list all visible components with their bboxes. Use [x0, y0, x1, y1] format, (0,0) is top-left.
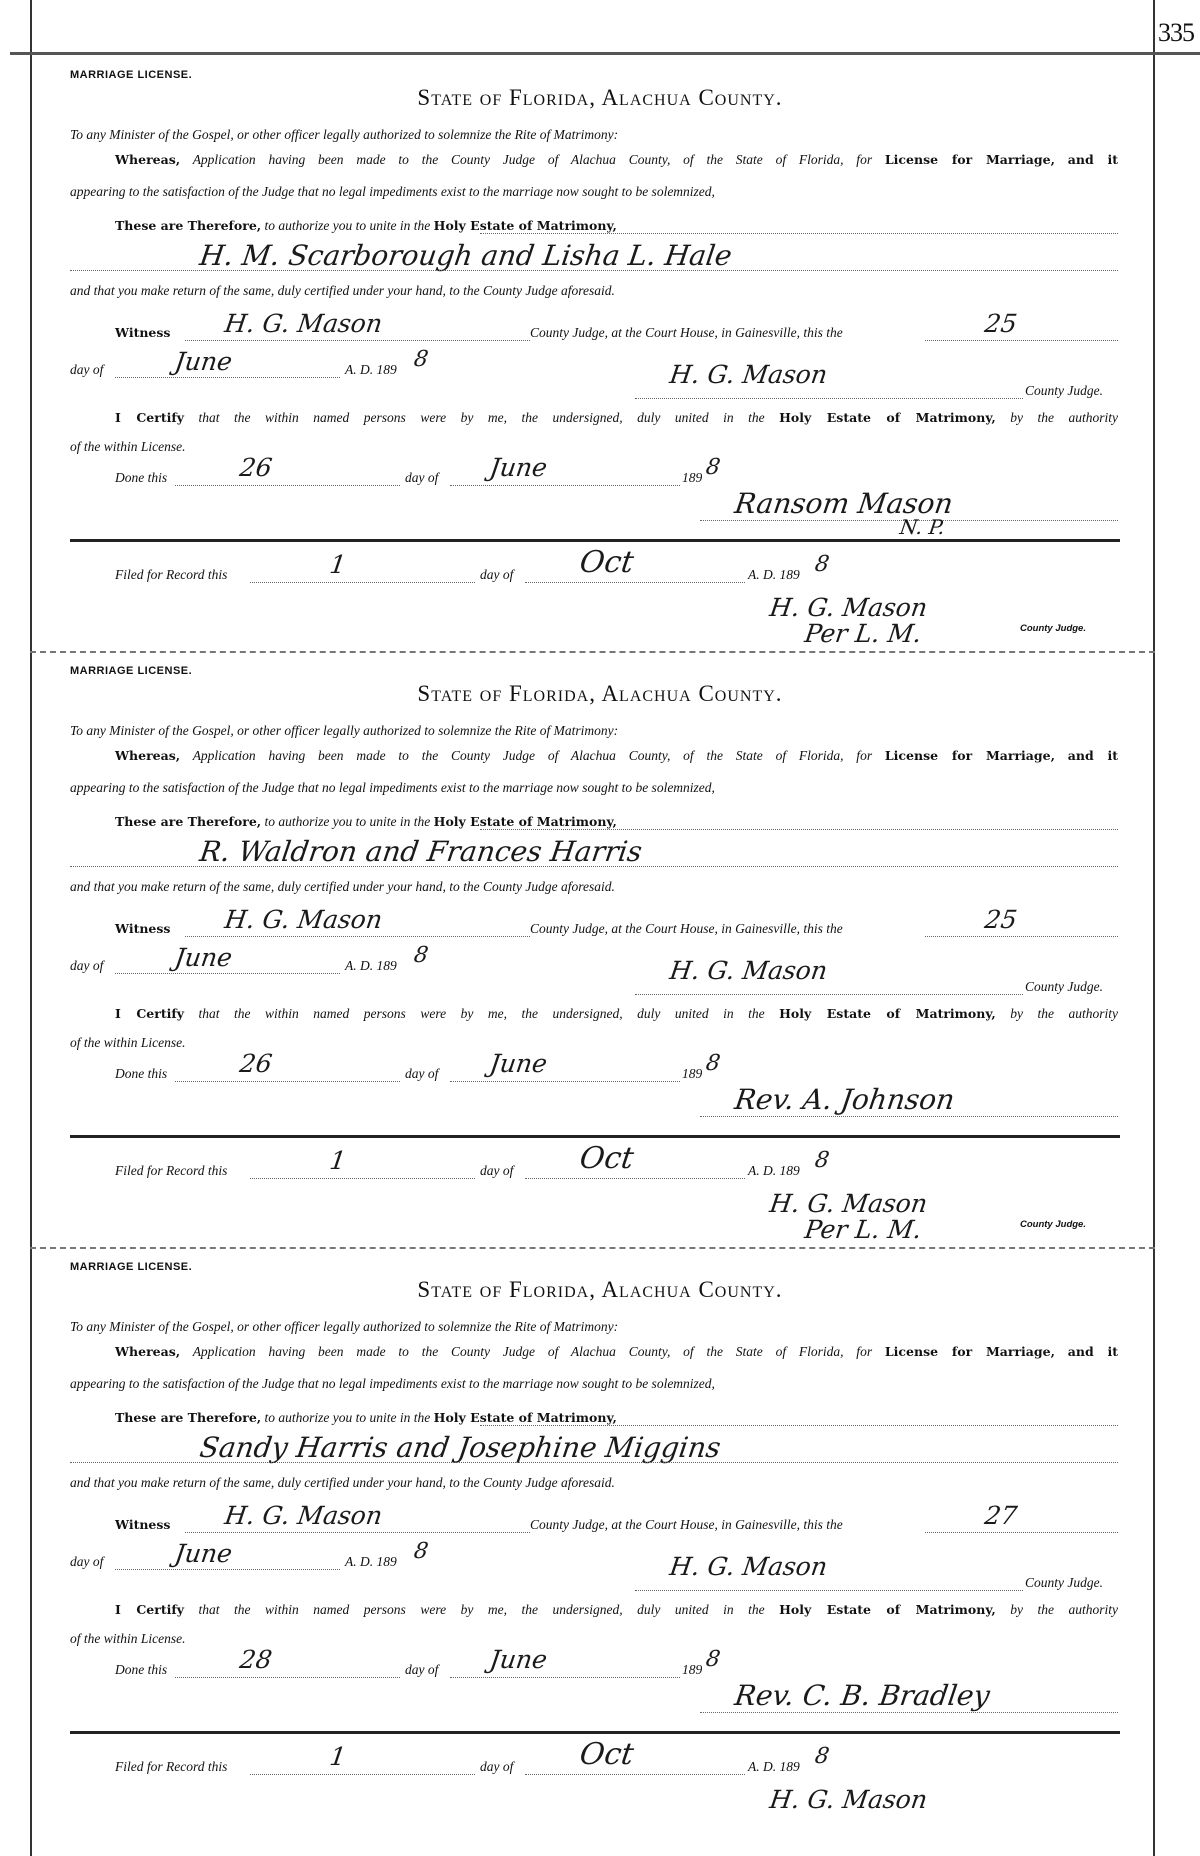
- holy-estate: Holy Estate of Matrimony,: [779, 1602, 996, 1617]
- these-lead: These are Therefore,: [115, 218, 262, 233]
- certify-text: that the within named persons were by me, the undersigned, duly united in the: [198, 1602, 765, 1617]
- within-license-line: of the within License.: [70, 1631, 186, 1646]
- county-judge-label: County Judge.: [1025, 383, 1103, 398]
- issue-day: 25: [982, 309, 1019, 338]
- holy-estate: Holy Estate of Matrimony,: [433, 814, 617, 829]
- certify-text: that the within named persons were by me, the undersigned, duly united in the: [198, 410, 765, 425]
- section-separator: [30, 1247, 1155, 1249]
- filed-day-of-label: day of: [480, 567, 514, 582]
- issue-month: June: [172, 347, 235, 376]
- officiant-signature: Rev. C. B. Bradley: [732, 1679, 992, 1712]
- court-text: County Judge, at the Court House, in Gainesville, this the: [530, 1517, 843, 1532]
- certify-line: [70, 410, 1118, 426]
- marriage-license-record: [0, 55, 1200, 651]
- done-year-prefix: 189: [682, 470, 703, 485]
- couple-names: R. Waldron and Frances Harris: [197, 835, 645, 868]
- issue-year-digit: 8: [412, 943, 430, 968]
- these-lead: These are Therefore,: [115, 1410, 262, 1425]
- day-of-label: day of: [70, 362, 104, 377]
- done-month: June: [487, 453, 550, 482]
- clerk-signature: H. G. Mason: [767, 593, 930, 622]
- court-text: County Judge, at the Court House, in Gainesville, this the: [530, 921, 843, 936]
- filed-year-digit: 8: [813, 1148, 831, 1173]
- filed-ad-label: A. D. 189: [748, 1163, 800, 1178]
- whereas-text: Application having been made to the County Judge of Alachua County, of the State of Florida, for: [192, 1344, 873, 1359]
- witness-label: Witness: [115, 325, 171, 340]
- marriage-license-record: [0, 1247, 1200, 1843]
- filed-day: 1: [327, 1146, 348, 1175]
- done-year-prefix: 189: [682, 1066, 703, 1081]
- within-license-line: of the within License.: [70, 1035, 186, 1050]
- done-day: 28: [237, 1645, 274, 1674]
- judge-signature: H. G. Mason: [667, 360, 830, 389]
- within-license-line: of the within License.: [70, 439, 186, 454]
- judge-signature: H. G. Mason: [667, 1552, 830, 1581]
- witness-label: Witness: [115, 1517, 171, 1532]
- certify-text: that the within named persons were by me, the undersigned, duly united in the: [198, 1006, 765, 1021]
- by-authority: by the authority: [1010, 1602, 1119, 1617]
- page-number: 335: [1158, 18, 1194, 47]
- filed-month: Oct: [577, 1141, 636, 1176]
- filed-ad-label: A. D. 189: [748, 1759, 800, 1774]
- whereas-line: [70, 152, 1118, 168]
- whereas-lead: Whereas,: [115, 748, 181, 763]
- return-line: and that you make return of the same, duly certified under your hand, to the County Judge aforesaid.: [70, 1475, 615, 1490]
- form-header: MARRIAGE LICENSE.: [70, 69, 193, 81]
- issue-day: 25: [982, 905, 1019, 934]
- these-text: to authorize you to unite in the: [264, 814, 431, 829]
- holy-estate: Holy Estate of Matrimony,: [779, 1006, 996, 1021]
- filed-ad-label: A. D. 189: [748, 567, 800, 582]
- witness-judge-signature: H. G. Mason: [222, 905, 385, 934]
- certify-lead: I Certify: [115, 1602, 184, 1617]
- filed-day-of-label: day of: [480, 1759, 514, 1774]
- whereas-lead: Whereas,: [115, 152, 181, 167]
- filed-day-of-label: day of: [480, 1163, 514, 1178]
- appearing-line: appearing to the satisfaction of the Judge that no legal impediments exist to the marriage now sought to be solemnized,: [70, 184, 715, 199]
- section-separator: [30, 651, 1155, 653]
- holy-estate: Holy Estate of Matrimony,: [433, 1410, 617, 1425]
- ad-label: A. D. 189: [345, 1554, 397, 1569]
- witness-judge-signature: H. G. Mason: [222, 309, 385, 338]
- certify-line: [70, 1006, 1118, 1022]
- these-lead: These are Therefore,: [115, 814, 262, 829]
- clerk-signature: H. G. Mason: [767, 1785, 930, 1814]
- done-this-label: Done this: [115, 1066, 168, 1081]
- done-day: 26: [237, 1049, 274, 1078]
- license-for-marriage: License for Marriage,: [884, 1344, 1055, 1359]
- address-line: To any Minister of the Gospel, or other officer legally authorized to solemnize the Rite of Matrimony:: [70, 723, 619, 738]
- appearing-line: appearing to the satisfaction of the Judge that no legal impediments exist to the marriage now sought to be solemnized,: [70, 780, 715, 795]
- these-text: to authorize you to unite in the: [264, 218, 431, 233]
- clerk-per: Per L. M.: [802, 619, 924, 648]
- issue-year-digit: 8: [412, 347, 430, 372]
- witness-judge-signature: H. G. Mason: [222, 1501, 385, 1530]
- these-text: to authorize you to unite in the: [264, 1410, 431, 1425]
- license-for-marriage: License for Marriage,: [884, 152, 1055, 167]
- judge-signature: H. G. Mason: [667, 956, 830, 985]
- issue-year-digit: 8: [412, 1539, 430, 1564]
- filed-month: Oct: [577, 1737, 636, 1772]
- whereas-lead: Whereas,: [115, 1344, 181, 1359]
- done-month: June: [487, 1049, 550, 1078]
- county-judge-label: County Judge.: [1025, 979, 1103, 994]
- whereas-line: [70, 1344, 1118, 1360]
- issue-day: 27: [982, 1501, 1019, 1530]
- certify-line: [70, 1602, 1118, 1618]
- couple-names: H. M. Scarborough and Lisha L. Hale: [197, 239, 734, 272]
- done-day: 26: [237, 453, 274, 482]
- county-judge-label: County Judge.: [1025, 1575, 1103, 1590]
- filed-day: 1: [327, 1742, 348, 1771]
- and-it: and it: [1067, 748, 1119, 763]
- ad-label: A. D. 189: [345, 362, 397, 377]
- form-header: MARRIAGE LICENSE.: [70, 665, 193, 677]
- filed-day: 1: [327, 550, 348, 579]
- and-it: and it: [1067, 152, 1119, 167]
- done-year-digit: 8: [704, 1647, 722, 1672]
- filed-label: Filed for Record this: [115, 567, 228, 582]
- form-title: State of Florida, Alachua County.: [417, 681, 783, 706]
- done-day-of-label: day of: [405, 470, 439, 485]
- done-year-prefix: 189: [682, 1662, 703, 1677]
- clerk-signature: H. G. Mason: [767, 1189, 930, 1218]
- certify-lead: I Certify: [115, 1006, 184, 1021]
- couple-names: Sandy Harris and Josephine Miggins: [197, 1431, 723, 1464]
- and-it: and it: [1067, 1344, 1119, 1359]
- day-of-label: day of: [70, 1554, 104, 1569]
- filed-label: Filed for Record this: [115, 1163, 228, 1178]
- section-rule: [70, 539, 1120, 542]
- by-authority: by the authority: [1010, 410, 1119, 425]
- officiant-signature: Ransom Mason: [732, 487, 956, 520]
- filed-year-digit: 8: [813, 552, 831, 577]
- these-line: [115, 1410, 617, 1426]
- ad-label: A. D. 189: [345, 958, 397, 973]
- done-year-digit: 8: [704, 1051, 722, 1076]
- issue-month: June: [172, 1539, 235, 1568]
- day-of-label: day of: [70, 958, 104, 973]
- whereas-text: Application having been made to the County Judge of Alachua County, of the State of Florida, for: [192, 748, 873, 763]
- section-rule: [70, 1731, 1120, 1734]
- done-this-label: Done this: [115, 1662, 168, 1677]
- form-title: State of Florida, Alachua County.: [417, 1277, 783, 1302]
- clerk-per: Per L. M.: [802, 1215, 924, 1244]
- section-rule: [70, 1135, 1120, 1138]
- form-title: State of Florida, Alachua County.: [417, 85, 783, 110]
- officiant-title: N. P.: [898, 515, 947, 539]
- filed-month: Oct: [577, 545, 636, 580]
- certify-lead: I Certify: [115, 410, 184, 425]
- court-text: County Judge, at the Court House, in Gainesville, this the: [530, 325, 843, 340]
- these-line: [115, 218, 617, 234]
- holy-estate: Holy Estate of Matrimony,: [433, 218, 617, 233]
- done-this-label: Done this: [115, 470, 168, 485]
- filed-year-digit: 8: [813, 1744, 831, 1769]
- issue-month: June: [172, 943, 235, 972]
- form-header: MARRIAGE LICENSE.: [70, 1261, 193, 1273]
- done-month: June: [487, 1645, 550, 1674]
- address-line: To any Minister of the Gospel, or other officer legally authorized to solemnize the Rite of Matrimony:: [70, 127, 619, 142]
- officiant-signature: Rev. A. Johnson: [732, 1083, 957, 1116]
- appearing-line: appearing to the satisfaction of the Judge that no legal impediments exist to the marriage now sought to be solemnized,: [70, 1376, 715, 1391]
- holy-estate: Holy Estate of Matrimony,: [779, 410, 996, 425]
- license-for-marriage: License for Marriage,: [884, 748, 1055, 763]
- return-line: and that you make return of the same, duly certified under your hand, to the County Judge aforesaid.: [70, 283, 615, 298]
- these-line: [115, 814, 617, 830]
- county-judge-small-label: County Judge.: [1020, 1219, 1086, 1230]
- witness-label: Witness: [115, 921, 171, 936]
- marriage-license-record: [0, 651, 1200, 1247]
- done-day-of-label: day of: [405, 1662, 439, 1677]
- whereas-line: [70, 748, 1118, 764]
- whereas-text: Application having been made to the County Judge of Alachua County, of the State of Florida, for: [192, 152, 873, 167]
- address-line: To any Minister of the Gospel, or other officer legally authorized to solemnize the Rite of Matrimony:: [70, 1319, 619, 1334]
- done-year-digit: 8: [704, 455, 722, 480]
- by-authority: by the authority: [1010, 1006, 1119, 1021]
- return-line: and that you make return of the same, duly certified under your hand, to the County Judge aforesaid.: [70, 879, 615, 894]
- done-day-of-label: day of: [405, 1066, 439, 1081]
- county-judge-small-label: County Judge.: [1020, 623, 1086, 634]
- filed-label: Filed for Record this: [115, 1759, 228, 1774]
